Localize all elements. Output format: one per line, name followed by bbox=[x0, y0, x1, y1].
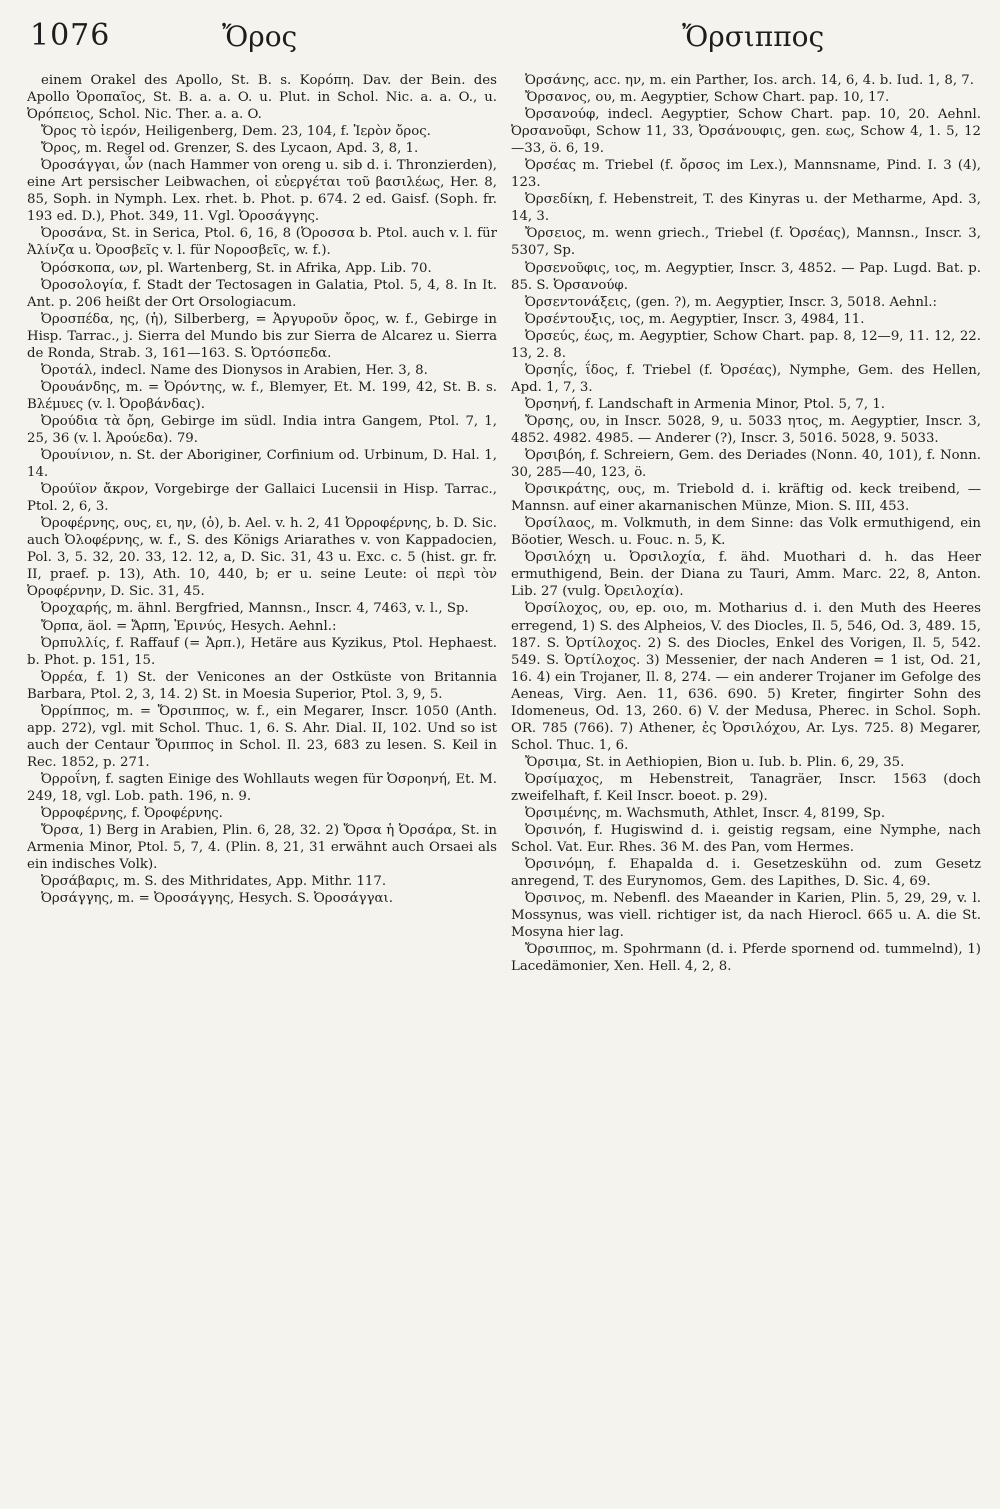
dictionary-entry: Ὄρσιμα, St. in Aethiopien, Bion u. Iub. b. Plin. 6, 29, 35. bbox=[525, 754, 905, 770]
dictionary-entry: Ὀρσενοῦφις, ιος, m. Aegyptier, Inscr. 3, 4852. — Pap. Lugd. Bat. p. 85. S. Ὀρσανούφ. bbox=[511, 260, 981, 293]
right-running-head: Ὄρσιππος bbox=[682, 20, 825, 53]
dictionary-entry: Ὀρσεύς, έως, m. Aegyptier, Schow Chart. pap. 8, 12—9, 11. 12, 22. 13, 2. 8. bbox=[511, 328, 981, 361]
dictionary-entry: Ὀρσίλαος, m. Volkmuth, in dem Sinne: das Volk ermuthigend, ein Böotier, Wesch. u. Fouc. n. 5, K. bbox=[511, 516, 981, 549]
dictionary-entry: Ὀρούϊον ἄκρον, Vorgebirge der Gallaici Lucensii in Hisp. Tarrac., Ptol. 2, 6, 3. bbox=[27, 482, 497, 515]
dictionary-entry: Ὀρσάνης, acc. ην, m. ein Parther, Ios. arch. 14, 6, 4. b. Iud. 1, 8, 7. bbox=[525, 73, 974, 88]
left-column bbox=[27, 72, 497, 1497]
right-column bbox=[511, 72, 981, 1497]
dictionary-entry: Ὀρσιβόη, f. Schreiern, Gem. des Deriades (Nonn. 40, 101), f. Nonn. 30, 285—40, 123, ö. bbox=[511, 448, 981, 481]
dictionary-entry: Ὀροτάλ, indecl. Name des Dionysos in Arabien, Her. 3, 8. bbox=[41, 362, 428, 378]
dictionary-entry: Ὀρροφέρνης, f. Ὀροφέρνης. bbox=[41, 806, 223, 822]
dictionary-entry: Ὀρσιλόχη u. Ὀρσιλοχία, f. ähd. Muothari d. h. das Heer ermuthigend, Bein. der Diana zu Tauri, Amm. Marc. 22, 8, Anton. Lib. 27 (vulg. Ὀρειλοχία). bbox=[511, 550, 981, 600]
dictionary-entry: Ὄρσανος, ου, m. Aegyptier, Schow Chart. pap. 10, 17. bbox=[525, 90, 890, 106]
text-columns bbox=[27, 72, 979, 1497]
dictionary-entry: Ὀρσινος, m. Nebenfl. des Maeander in Karien, Plin. 5, 29, 29, v. l. Mossynus, was viell. richtiger ist, da nach Hierocl. 665 u. A. die St. Mosyna hier lag. bbox=[511, 891, 981, 941]
dictionary-entry: Ὀρροΐνη, f. sagten Einige des Wohllauts wegen für Ὀσροηνή, Et. M. 249, 18, vgl. Lob. path. 196, n. 9. bbox=[27, 771, 497, 804]
dictionary-entry: Ὀρσινόη, f. Hugiswind d. i. geistig regsam, eine Nymphe, nach Schol. Vat. Eur. Rhes. 36 M. des Pan, vom Hermes. bbox=[511, 823, 981, 856]
dictionary-entry: Ὀρσικράτης, ους, m. Triebold d. i. kräftig od. keck treibend, — Mannsn. auf einer akarnanischen Münze, Mion. S. III, 453. bbox=[511, 482, 981, 515]
dictionary-entry: Ὀρσηΐς, ΐδος, f. Triebel (f. Ὀρσέας), Nymphe, Gem. des Hellen, Apd. 1, 7, 3. bbox=[511, 362, 981, 395]
page-header bbox=[0, 18, 1000, 62]
dictionary-entry: Ὄρσα, 1) Berg in Arabien, Plin. 6, 28, 32. 2) Ὄρσα ἡ Ὀρσάρα, St. in Armenia Minor, Ptol. 5, 7, 4. (Plin. 8, 21, 31 erwähnt auch Orsaei als ein indisches Volk). bbox=[27, 823, 497, 873]
dictionary-entry: Ὀρόσκοπα, ων, pl. Wartenberg, St. in Afrika, App. Lib. 70. bbox=[41, 260, 432, 276]
dictionary-entry: Ὀρσεντονάξεις, (gen. ?), m. Aegyptier, Inscr. 3, 5018. Aehnl.: bbox=[525, 294, 937, 310]
dictionary-entry: Ὀρσηνή, f. Landschaft in Armenia Minor, Ptol. 5, 7, 1. bbox=[525, 396, 886, 412]
dictionary-entry: Ὀρσανούφ, indecl. Aegyptier, Schow Chart. pap. 10, 20. Aehnl. Ὀρσανοῦφι, Schow 11, 33, Ὀρσάνουφις, gen. εως, Schow 4, 1. 5, 12—33, ö. 6, 19. bbox=[511, 107, 981, 157]
dictionary-entry: Ὀρούδια τὰ ὄρη, Gebirge im südl. India intra Gangem, Ptol. 7, 1, 25, 36 (v. l. Ἀρούεδα). 79. bbox=[27, 413, 497, 446]
dictionary-entry: Ὀροσπέδα, ης, (ἡ), Silberberg, = Ἀργυροῦν ὄρος, w. f., Gebirge in Hisp. Tarrac., j. Sierra del Mundo bis zur Sierra de Alcarez u. Sierra de Ronda, Strab. 3, 161—163. S. Ὀρτόσπεδα. bbox=[27, 311, 497, 361]
dictionary-entry: Ὄρσιππος, m. Spohrmann (d. i. Pferde spornend od. tummelnd), 1) Lacedämonier, Xen. Hell. 4, 2, 8. bbox=[511, 942, 981, 975]
dictionary-entry: Ὀρσινόμη, f. Ehapalda d. i. Gesetzeskühn od. zum Gesetz anregend, T. des Eurynomos, Gem. des Lapithes, D. Sic. 4, 69. bbox=[511, 857, 981, 890]
dictionary-entry: Ὀροχαρής, m. ähnl. Bergfried, Mannsn., Inscr. 4, 7463, v. l., Sp. bbox=[41, 601, 469, 617]
dictionary-entry: Ὄρος τὸ ἱερόν, Heiligenberg, Dem. 23, 104, f. Ἱερὸν ὄρος. bbox=[41, 124, 431, 140]
dictionary-entry: Ὀρσίμαχος, m Hebenstreit, Tanagräer, Inscr. 1563 (doch zweifelhaft, f. Keil Inscr. boeot. p. 29). bbox=[511, 771, 981, 804]
dictionary-entry: Ὀροφέρνης, ους, ει, ην, (ὁ), b. Ael. v. h. 2, 41 Ὀρροφέρνης, b. D. Sic. auch Ὀλοφέρνης, w. f., S. des Königs Ariarathes v. von Kappadocien, Pol. 3, 5. 32, 20. 33, 12. 12, a, D. Sic. 31, 43 u. Exc. c. 5 (hist. gr. fr. II, praef. p. 13), Ath. 10, 440, b; er u. seine Leute: οἱ περὶ τὸν Ὀροφέρνην, D. Sic. 31, 45. bbox=[27, 516, 497, 600]
dictionary-entry: Ὀρρίππος, m. = Ὄρσιππος, w. f., ein Megarer, Inscr. 1050 (Anth. app. 272), vgl. mit Schol. Thuc. 1, 6. S. Ahr. Dial. II, 102. Und so ist auch der Centaur Ὄριππος in Schol. Il. 23, 683 zu lesen. S. Keil in Rec. 1852, p. 271. bbox=[27, 703, 497, 770]
dictionary-entry: Ὄρπα, äol. = Ἄρπη, Ἐρινύς, Hesych. Aehnl.: bbox=[41, 618, 337, 634]
dictionary-entry: Ὀρσεδίκη, f. Hebenstreit, T. des Kinyras u. der Metharme, Apd. 3, 14, 3. bbox=[511, 192, 981, 225]
dictionary-entry: Ὄρος, m. Regel od. Grenzer, S. des Lycaon, Apd. 3, 8, 1. bbox=[41, 141, 419, 157]
dictionary-entry: Ὄρσειος, m. wenn griech., Triebel (f. Ὀρσέας), Mannsn., Inscr. 3, 5307, Sp. bbox=[511, 226, 981, 259]
dictionary-entry: Ὀρσίλοχος, ου, ep. οιο, m. Motharius d. i. den Muth des Heeres erregend, 1) S. des Alpheios, V. des Diocles, Il. 5, 546, Od. 3, 489. 15, 187. S. Ὀρτίλοχος. 2) S. des Diocles, Enkel des Vorigen, Il. 5, 542. 549. S. Ὀρτίλοχος. 3) Messenier, der nach Anderen = 1 ist, Od. 21, 16. 4) ein Trojaner, Il. 8, 274. — ein anderer Trojaner im Gefolge des Aeneas, Virg. Aen. 11, 636. 690. 5) Kreter, fingirter Sohn des Idomeneus, Od. 13, 260. 6) V. der Medusa, Pherec. in Schol. Soph. OR. 785 (766). 7) Athener, ἐς Ὀρσιλόχου, Ar. Lys. 725. 8) Megarer, Schol. Thuc. 1, 6. bbox=[511, 601, 981, 753]
dictionary-entry: Ὀρσέας m. Triebel (f. ὄρσος im Lex.), Mannsname, Pind. I. 3 (4), 123. bbox=[511, 158, 981, 191]
dictionary-entry: Ὀροσάγγαι, ὧν (nach Hammer von oreng u. sib d. i. Thronzierden), eine Art persischer Leibwachen, οἱ εὐεργέται τοῦ βασιλέως, Her. 8, 85, Soph. in Nymph. Lex. rhet. b. Phot. p. 674. 2 ed. Gaisf. (Soph. fr. 193 ed. D.), Phot. 349, 11. Vgl. Ὀροσάγγης. bbox=[27, 158, 497, 225]
dictionary-entry: Ὀρπυλλίς, f. Raffauf (= Ἀρπ.), Hetäre aus Kyzikus, Ptol. Hephaest. b. Phot. p. 151, 15. bbox=[27, 635, 497, 668]
dictionary-entry: Ὀρρέα, f. 1) St. der Venicones an der Ostküste von Britannia Barbara, Ptol. 2, 3, 14. 2) St. in Moesia Superior, Ptol. 3, 9, 5. bbox=[27, 669, 497, 702]
dictionary-entry: Ὀρουάνδης, m. = Ὀρόντης, w. f., Blemyer, Et. M. 199, 42, St. B. s. Βλέμυες (v. l. Ὀροβάνδας). bbox=[27, 379, 497, 412]
dictionary-entry: Ὀροσάνα, St. in Serica, Ptol. 6, 16, 8 (Ὀροσσα b. Ptol. auch v. l. für Ἀλίνζα u. Ὀροσβεῖς v. l. für Νοροσβεῖς, w. f.). bbox=[27, 226, 497, 259]
dictionary-entry: Ὀρσιμένης, m. Wachsmuth, Athlet, Inscr. 4, 8199, Sp. bbox=[525, 806, 886, 822]
dictionary-entry: Ὀρσάβαρις, m. S. des Mithridates, App. Mithr. 117. bbox=[41, 874, 387, 890]
page-number: 1076 bbox=[30, 18, 111, 53]
dictionary-entry: Ὀροσολογία, f. Stadt der Tectosagen in Galatia, Ptol. 5, 4, 8. In It. Ant. p. 206 heißt der Ort Orsologiacum. bbox=[27, 277, 497, 310]
dictionary-entry: einem Orakel des Apollo, St. B. s. Κορόπη. Dav. der Bein. des Apollo Ὀροπαῖος, St. B. a. a. O. u. Plut. in Schol. Nic. a. a. O., u. Ὀρόπειος, Schol. Nic. Ther. a. a. O. bbox=[27, 73, 497, 123]
dictionary-entry: Ὀρσάγγης, m. = Ὀροσάγγης, Hesych. S. Ὀροσάγγαι. bbox=[41, 891, 393, 907]
dictionary-entry: Ὄρσης, ου, in Inscr. 5028, 9, u. 5033 ητος, m. Aegyptier, Inscr. 3, 4852. 4982. 4985. — Anderer (?), Inscr. 3, 5016. 5028, 9. 5033. bbox=[511, 413, 981, 446]
dictionary-entry: Ὀρσέντουξις, ιος, m. Aegyptier, Inscr. 3, 4984, 11. bbox=[525, 311, 865, 327]
left-running-head: Ὄρος bbox=[222, 20, 298, 53]
dictionary-entry: Ὀρουίνιον, n. St. der Aboriginer, Corfinium od. Urbinum, D. Hal. 1, 14. bbox=[27, 448, 497, 481]
